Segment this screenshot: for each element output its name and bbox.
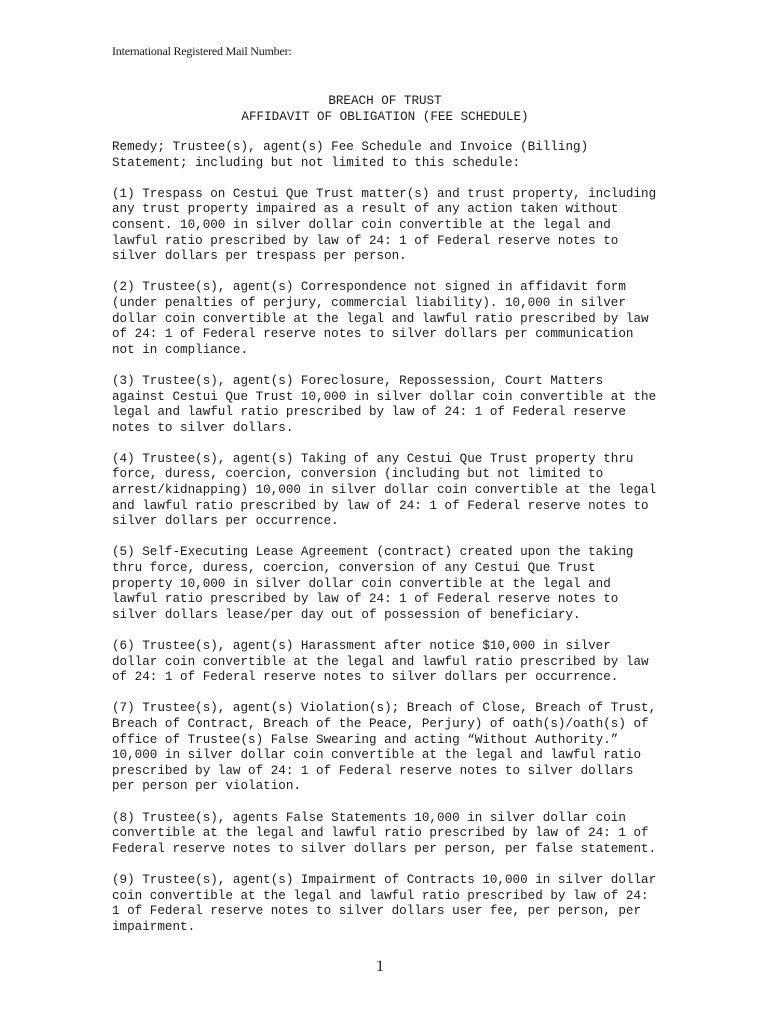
- text-line: prescribed by law of 24: 1 of Federal reserve notes to silver dollars: [112, 763, 634, 778]
- text-line: not in compliance.: [112, 342, 249, 357]
- text-line: (6) Trustee(s), agent(s) Harassment after notice $10,000 in silver: [112, 639, 611, 653]
- text-line: impairment.: [112, 919, 196, 934]
- schedule-item-5: [112, 545, 672, 623]
- title-line-1: BREACH OF TRUST: [328, 94, 442, 108]
- text-line: (5) Self-Executing Lease Agreement (contract) created upon the taking: [112, 545, 634, 560]
- schedule-item-2: [112, 280, 672, 358]
- text-line: Breach of Contract, Breach of the Peace, Perjury) of oath(s)/oath(s) of: [112, 716, 649, 731]
- schedule-item-3: [112, 374, 672, 436]
- text-line: (4) Trustee(s), agent(s) Taking of any Cestui Que Trust property thru: [112, 451, 634, 466]
- text-line: of 24: 1 of Federal reserve notes to silver dollars per communication: [112, 327, 634, 342]
- text-line: coin convertible at the legal and lawful ratio prescribed by law of 24:: [112, 888, 649, 903]
- text-line: office of Trustee(s) False Swearing and acting “Without Authority.”: [112, 732, 619, 747]
- text-line: notes to silver dollars.: [112, 420, 294, 435]
- text-line: convertible at the legal and lawful ratio prescribed by law of 24: 1 of: [112, 826, 649, 841]
- text-line: silver dollars per trespass per person.: [112, 249, 407, 264]
- text-line: Remedy; Trustee(s), agent(s) Fee Schedule and Invoice (Billing): [112, 140, 589, 154]
- schedule-item-7: [112, 701, 672, 795]
- text-line: Statement; including but not limited to this schedule:: [112, 155, 521, 170]
- document-body: [112, 140, 672, 951]
- text-line: lawful ratio prescribed by law of 24: 1 of Federal reserve notes to: [112, 233, 619, 248]
- text-line: property 10,000 in silver dollar coin convertible at the legal and: [112, 576, 611, 591]
- mail-number-label: International Registered Mail Number:: [112, 44, 292, 58]
- title-line-2: AFFIDAVIT OF OBLIGATION (FEE SCHEDULE): [241, 109, 529, 124]
- text-line: (2) Trustee(s), agent(s) Correspondence not signed in affidavit form: [112, 280, 626, 295]
- schedule-item-8: [112, 811, 672, 858]
- text-line: (3) Trustee(s), agent(s) Foreclosure, Repossession, Court Matters: [112, 373, 604, 388]
- text-line: (8) Trustee(s), agents False Statements 10,000 in silver dollar coin: [112, 810, 626, 825]
- text-line: silver dollars per occurrence.: [112, 514, 339, 529]
- document-title: [112, 94, 658, 125]
- text-line: Federal reserve notes to silver dollars per person, per false statement.: [112, 841, 657, 856]
- text-line: thru force, duress, coercion, conversion of any Cestui Que Trust: [112, 561, 596, 576]
- intro-paragraph: [112, 140, 672, 171]
- text-line: legal and lawful ratio prescribed by law of 24: 1 of Federal reserve: [112, 405, 626, 420]
- text-line: of 24: 1 of Federal reserve notes to silver dollars per occurrence.: [112, 670, 619, 685]
- text-line: silver dollars lease/per day out of possession of beneficiary.: [112, 607, 581, 622]
- text-line: 10,000 in silver dollar coin convertible at the legal and lawful ratio: [112, 748, 642, 763]
- text-line: (under penalties of perjury, commercial liability). 10,000 in silver: [112, 295, 626, 310]
- text-line: and lawful ratio prescribed by law of 24: 1 of Federal reserve notes to: [112, 498, 649, 513]
- page-number: 1: [376, 958, 384, 975]
- schedule-item-1: [112, 187, 672, 265]
- text-line: (1) Trespass on Cestui Que Trust matter(s) and trust property, including: [112, 186, 657, 201]
- text-line: lawful ratio prescribed by law of 24: 1 of Federal reserve notes to: [112, 592, 619, 607]
- schedule-item-9: [112, 873, 672, 935]
- text-line: arrest/kidnapping) 10,000 in silver dollar coin convertible at the legal: [112, 483, 657, 498]
- text-line: dollar coin convertible at the legal and lawful ratio prescribed by law: [112, 654, 649, 669]
- text-line: 1 of Federal reserve notes to silver dollars user fee, per person, per: [112, 904, 642, 919]
- text-line: (7) Trustee(s), agent(s) Violation(s); Breach of Close, Breach of Trust,: [112, 701, 657, 716]
- text-line: force, duress, coercion, conversion (including but not limited to: [112, 467, 604, 482]
- text-line: any trust property impaired as a result of any action taken without: [112, 202, 619, 217]
- schedule-item-6: [112, 639, 672, 686]
- text-line: (9) Trustee(s), agent(s) Impairment of Contracts 10,000 in silver dollar: [112, 872, 657, 887]
- schedule-item-4: [112, 452, 672, 530]
- text-line: consent. 10,000 in silver dollar coin convertible at the legal and: [112, 217, 611, 232]
- text-line: against Cestui Que Trust 10,000 in silver dollar coin convertible at the: [112, 389, 657, 404]
- text-line: dollar coin convertible at the legal and lawful ratio prescribed by law: [112, 311, 649, 326]
- text-line: per person per violation.: [112, 779, 301, 794]
